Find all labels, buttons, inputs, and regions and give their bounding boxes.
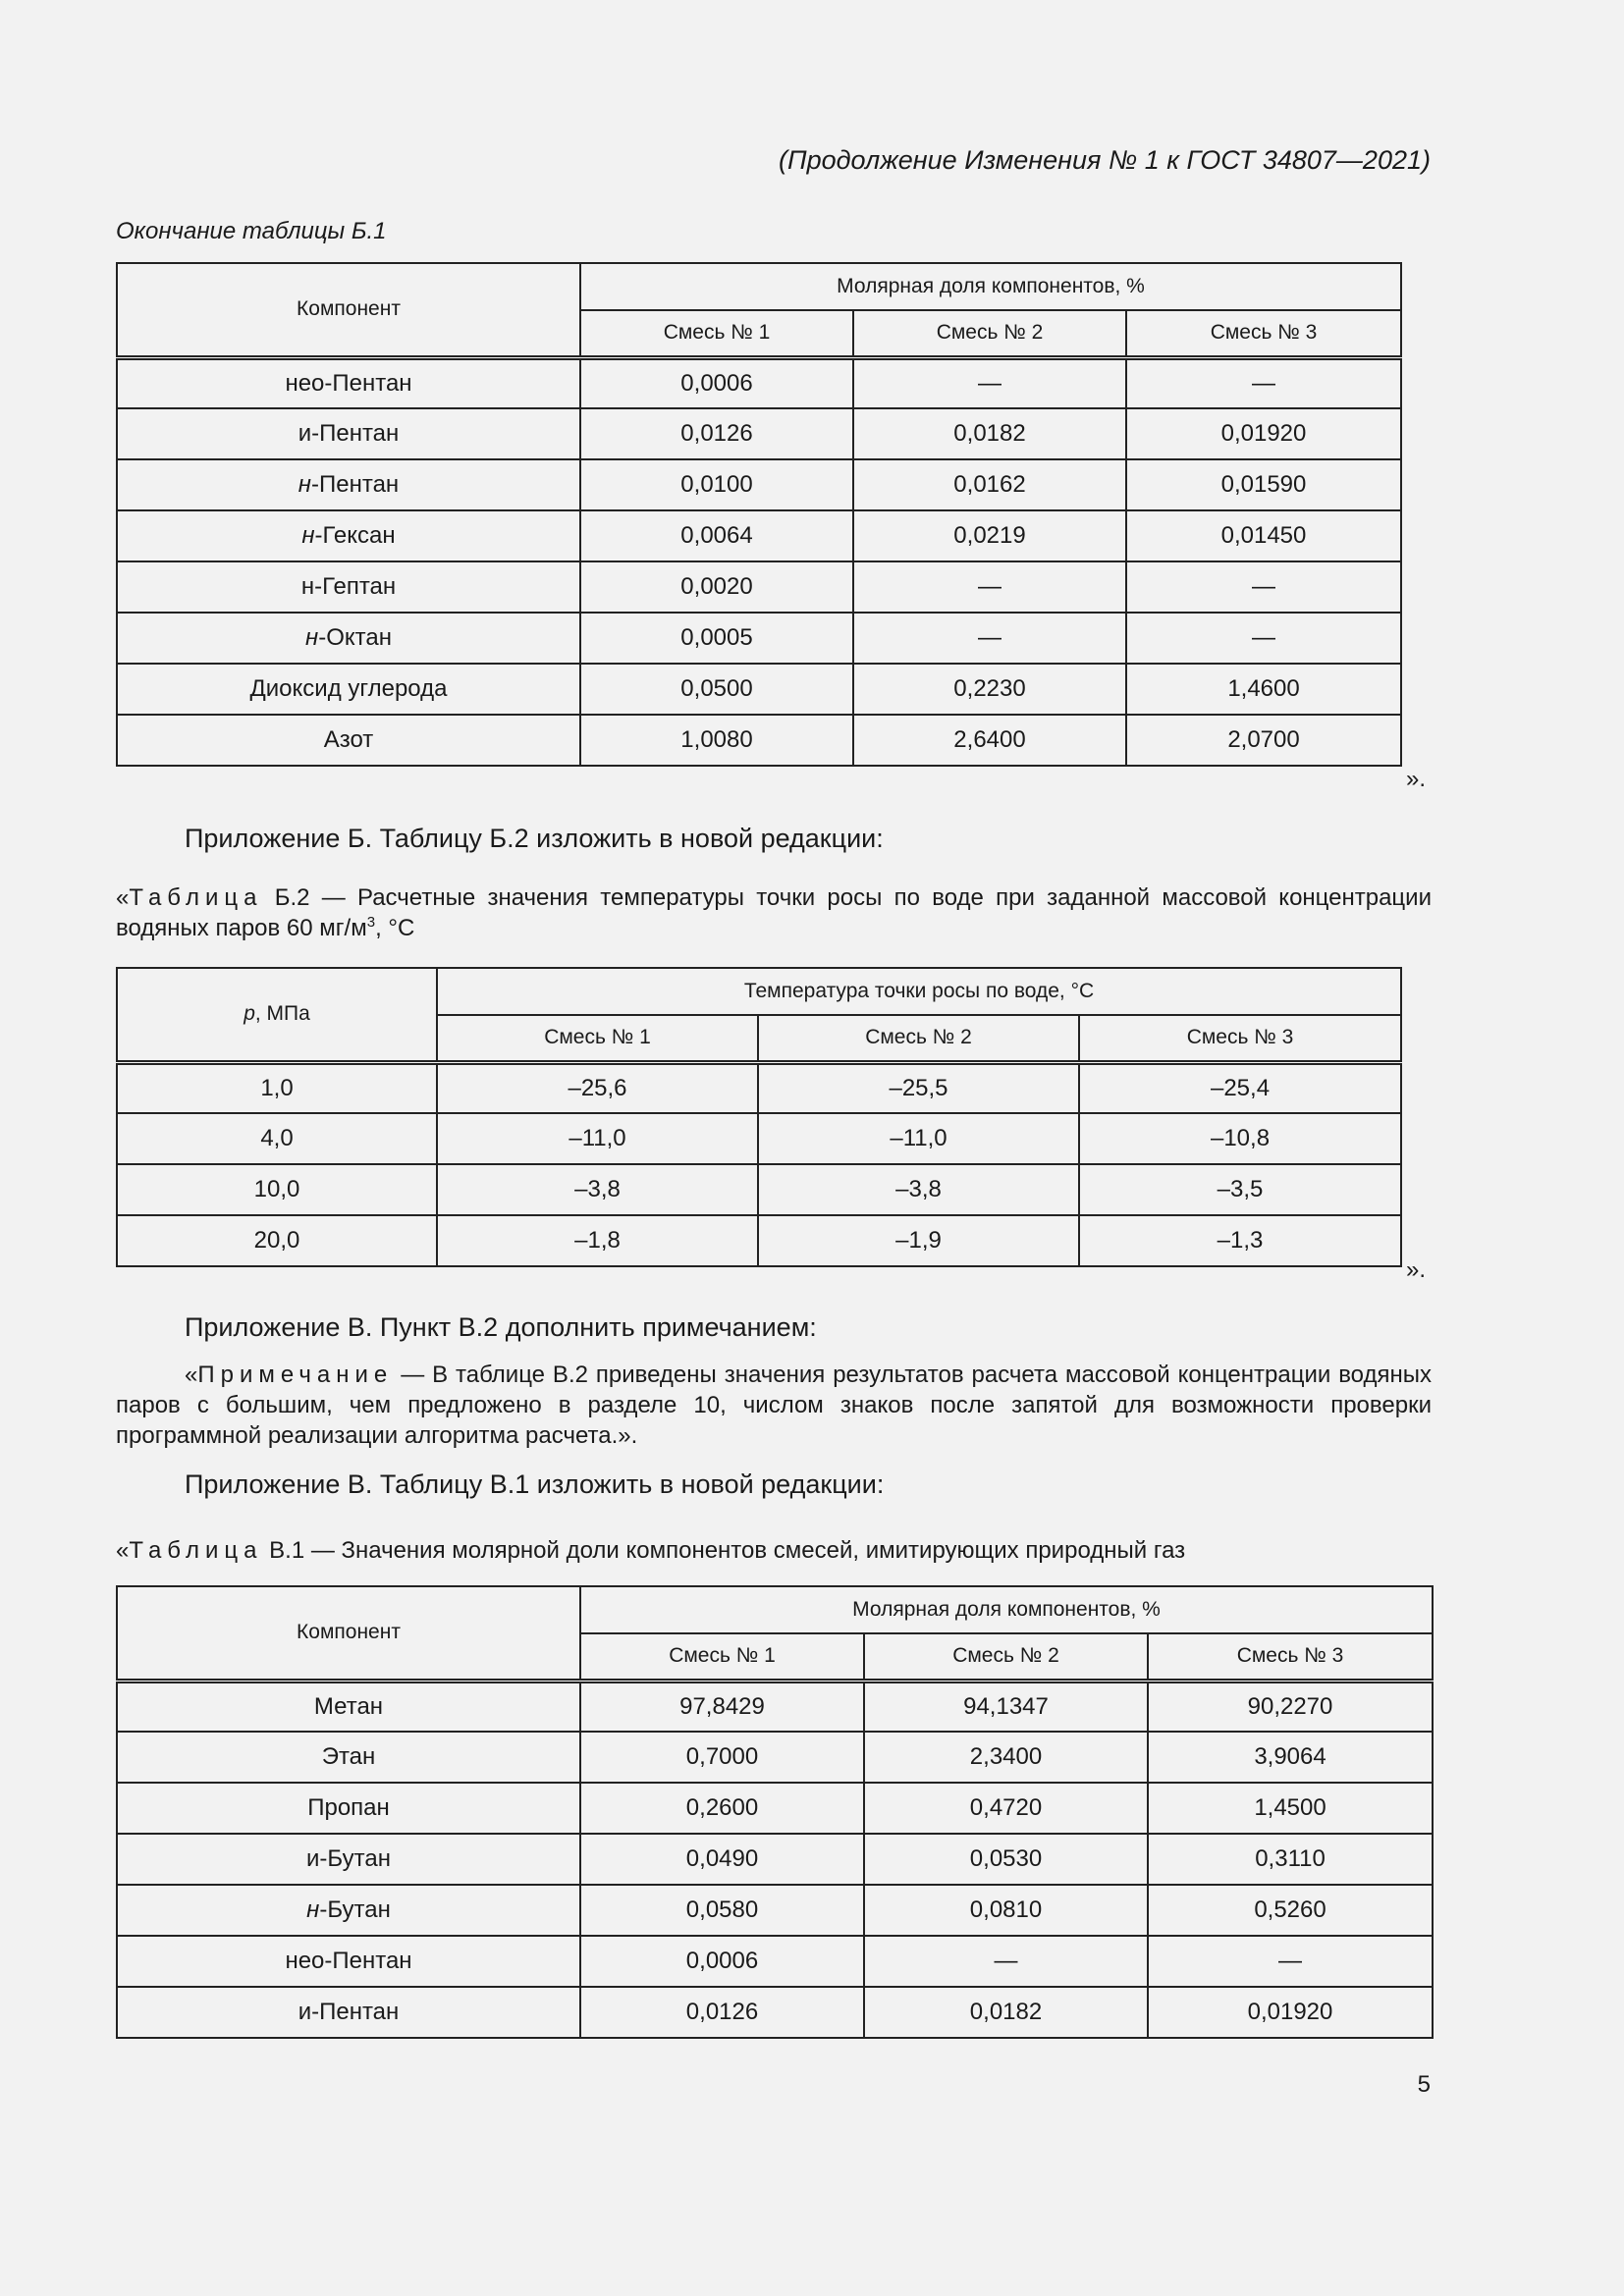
value-cell-mix-1: 97,8429 — [580, 1681, 864, 1732]
header-pressure — [117, 968, 437, 1062]
header-mix-2: Смесь № 2 — [864, 1633, 1148, 1681]
caption-word: Таблица — [129, 884, 263, 911]
note-text: — В таблице В.2 приведены значения результатов расчета массовой концентрации водяных паров с большим, чем предложено в разделе 10, числом знаков после запятой для возможности проверки программной реализации алгоритма расчета.». — [116, 1362, 1432, 1449]
component-prefix: н — [298, 471, 312, 498]
value-cell-mix-2: 0,4720 — [864, 1783, 1148, 1834]
note-quote: « — [185, 1362, 198, 1388]
header-molar-fraction: Молярная доля компонентов, % — [580, 263, 1401, 310]
component-prefix: н — [306, 1896, 320, 1923]
table-row — [117, 510, 1401, 561]
value-cell-mix-2: — — [853, 357, 1126, 408]
table-row — [117, 1681, 1433, 1732]
component-cell — [117, 561, 580, 613]
value-cell-mix-2: 0,0219 — [853, 510, 1126, 561]
value-cell-mix-1: 0,0500 — [580, 664, 853, 715]
component-name: Азот — [323, 726, 374, 753]
component-cell — [117, 715, 580, 766]
value-cell-mix-1: –11,0 — [437, 1113, 758, 1164]
pressure-symbol: p — [244, 1002, 255, 1026]
component-cell — [117, 613, 580, 664]
value-cell-mix-1: –3,8 — [437, 1164, 758, 1215]
pressure-cell: 4,0 — [117, 1113, 437, 1164]
component-prefix: н — [301, 522, 315, 549]
component-name: Этан — [321, 1743, 376, 1770]
component-name: н-Гептан — [300, 573, 397, 600]
value-cell-mix-2: 0,0182 — [864, 1987, 1148, 2038]
caption-text: Б.2 — Расчетные значения температуры точки росы по воде при заданной массовой концентрации водяных паров 60 мг/м — [116, 884, 1432, 941]
table-row — [117, 1834, 1433, 1885]
component-cell — [117, 1834, 580, 1885]
component-name: нео-Пентан — [285, 1948, 412, 1974]
table-b1-end — [116, 262, 1402, 767]
value-cell-mix-3: 0,01920 — [1148, 1987, 1433, 2038]
table-row — [117, 408, 1401, 459]
table-row — [117, 613, 1401, 664]
value-cell-mix-1: 0,0100 — [580, 459, 853, 510]
component-name: Диоксид углерода — [249, 675, 448, 702]
note-paragraph — [116, 1360, 1432, 1451]
value-cell-mix-2: 0,0162 — [853, 459, 1126, 510]
value-cell-mix-1: 0,0490 — [580, 1834, 864, 1885]
value-cell-mix-1: 0,0006 — [580, 357, 853, 408]
caption-quote: « — [116, 1537, 130, 1564]
page-header: (Продолжение Изменения № 1 к ГОСТ 34807—2021) — [779, 145, 1431, 175]
component-name: -Гексан — [314, 522, 396, 549]
note-word: Примечание — [197, 1362, 394, 1388]
table-row — [117, 1783, 1433, 1834]
pressure-cell: 20,0 — [117, 1215, 437, 1266]
header-molar-fraction: Молярная доля компонентов, % — [580, 1586, 1433, 1633]
table-b2-close-quote: ». — [1406, 1256, 1427, 1283]
component-cell — [117, 1732, 580, 1783]
header-mix-2: Смесь № 2 — [853, 310, 1126, 357]
pressure-unit: , МПа — [254, 1002, 310, 1026]
component-cell — [117, 357, 580, 408]
header-mix-3: Смесь № 3 — [1126, 310, 1401, 357]
table-row — [117, 459, 1401, 510]
value-cell-mix-3: 1,4600 — [1126, 664, 1401, 715]
table-b1-caption: Окончание таблицы Б.1 — [116, 218, 387, 244]
value-cell-mix-1: –1,8 — [437, 1215, 758, 1266]
value-cell-mix-3: –10,8 — [1079, 1113, 1401, 1164]
header-component: Компонент — [117, 263, 580, 357]
value-cell-mix-2: –1,9 — [758, 1215, 1079, 1266]
component-cell — [117, 408, 580, 459]
value-cell-mix-1: 0,2600 — [580, 1783, 864, 1834]
component-name: -Бутан — [319, 1896, 391, 1923]
table-row — [117, 664, 1401, 715]
table-row — [117, 1936, 1433, 1987]
pressure-cell: 10,0 — [117, 1164, 437, 1215]
table-row — [117, 357, 1401, 408]
paragraph-appendix-b: Приложение Б. Таблицу Б.2 изложить в новой редакции: — [185, 824, 884, 853]
header-mix-1: Смесь № 1 — [580, 310, 853, 357]
header-mix-3: Смесь № 3 — [1079, 1015, 1401, 1062]
value-cell-mix-2: 0,0182 — [853, 408, 1126, 459]
value-cell-mix-1: 0,0020 — [580, 561, 853, 613]
value-cell-mix-1: 0,7000 — [580, 1732, 864, 1783]
component-name: и-Бутан — [306, 1845, 391, 1872]
caption-superscript: 3 — [366, 914, 376, 931]
value-cell-mix-3: 2,0700 — [1126, 715, 1401, 766]
value-cell-mix-1: –25,6 — [437, 1062, 758, 1113]
value-cell-mix-2: –3,8 — [758, 1164, 1079, 1215]
component-name: -Октан — [318, 624, 392, 651]
caption-unit: , °С — [375, 915, 415, 941]
table-v1 — [116, 1585, 1434, 2039]
value-cell-mix-3: 1,4500 — [1148, 1783, 1433, 1834]
value-cell-mix-2: 2,6400 — [853, 715, 1126, 766]
value-cell-mix-3: 0,01920 — [1126, 408, 1401, 459]
component-cell — [117, 510, 580, 561]
table-row — [117, 1732, 1433, 1783]
caption-text: В.1 — Значения молярной доли компонентов смесей, имитирующих природный газ — [262, 1537, 1186, 1564]
component-cell — [117, 664, 580, 715]
component-name: и-Пентан — [298, 1999, 400, 2025]
header-mix-1: Смесь № 1 — [437, 1015, 758, 1062]
value-cell-mix-3: –1,3 — [1079, 1215, 1401, 1266]
component-prefix: н — [305, 624, 319, 651]
value-cell-mix-1: 0,0006 — [580, 1936, 864, 1987]
header-mix-1: Смесь № 1 — [580, 1633, 864, 1681]
component-cell — [117, 1987, 580, 2038]
pressure-cell: 1,0 — [117, 1062, 437, 1113]
component-cell — [117, 1681, 580, 1732]
value-cell-mix-2: 0,0810 — [864, 1885, 1148, 1936]
value-cell-mix-2: –11,0 — [758, 1113, 1079, 1164]
value-cell-mix-3: 0,01590 — [1126, 459, 1401, 510]
value-cell-mix-2: — — [853, 561, 1126, 613]
value-cell-mix-2: — — [864, 1936, 1148, 1987]
component-cell — [117, 459, 580, 510]
table-b2 — [116, 967, 1402, 1267]
table-row — [117, 715, 1401, 766]
value-cell-mix-1: 0,0580 — [580, 1885, 864, 1936]
value-cell-mix-2: –25,5 — [758, 1062, 1079, 1113]
value-cell-mix-1: 0,0126 — [580, 1987, 864, 2038]
value-cell-mix-2: — — [853, 613, 1126, 664]
value-cell-mix-3: — — [1148, 1936, 1433, 1987]
header-dew-point: Температура точки росы по воде, °С — [437, 968, 1401, 1015]
table-row — [117, 1885, 1433, 1936]
value-cell-mix-1: 1,0080 — [580, 715, 853, 766]
value-cell-mix-1: 0,0064 — [580, 510, 853, 561]
header-mix-3: Смесь № 3 — [1148, 1633, 1433, 1681]
component-name: нео-Пентан — [285, 369, 412, 397]
value-cell-mix-2: 0,2230 — [853, 664, 1126, 715]
value-cell-mix-2: 2,3400 — [864, 1732, 1148, 1783]
value-cell-mix-1: 0,0005 — [580, 613, 853, 664]
table-row — [117, 561, 1401, 613]
component-cell — [117, 1936, 580, 1987]
table-b1-close-quote: ». — [1406, 766, 1427, 792]
table-v1-caption — [116, 1535, 1432, 1566]
value-cell-mix-1: 0,0126 — [580, 408, 853, 459]
page-number: 5 — [1417, 2071, 1431, 2098]
paragraph-appendix-v-table: Приложение В. Таблицу В.1 изложить в новой редакции: — [185, 1469, 885, 1499]
value-cell-mix-2: 94,1347 — [864, 1681, 1148, 1732]
value-cell-mix-3: 90,2270 — [1148, 1681, 1433, 1732]
component-name: Метан — [313, 1692, 384, 1720]
value-cell-mix-3: — — [1126, 613, 1401, 664]
component-name: Пропан — [307, 1794, 390, 1821]
table-b2-caption — [116, 882, 1432, 943]
value-cell-mix-3: 0,3110 — [1148, 1834, 1433, 1885]
table-row — [117, 1987, 1433, 2038]
caption-word: Таблица — [129, 1537, 263, 1564]
value-cell-mix-3: 3,9064 — [1148, 1732, 1433, 1783]
value-cell-mix-3: 0,01450 — [1126, 510, 1401, 561]
header-mix-2: Смесь № 2 — [758, 1015, 1079, 1062]
component-cell — [117, 1885, 580, 1936]
component-name: -Пентан — [311, 471, 400, 498]
caption-quote: « — [116, 884, 130, 911]
header-component: Компонент — [117, 1586, 580, 1681]
table-row — [117, 1113, 1401, 1164]
table-row — [117, 1164, 1401, 1215]
value-cell-mix-2: 0,0530 — [864, 1834, 1148, 1885]
value-cell-mix-3: — — [1126, 561, 1401, 613]
value-cell-mix-3: –3,5 — [1079, 1164, 1401, 1215]
component-cell — [117, 1783, 580, 1834]
value-cell-mix-3: –25,4 — [1079, 1062, 1401, 1113]
table-row — [117, 1215, 1401, 1266]
paragraph-appendix-v-point: Приложение В. Пункт В.2 дополнить примечанием: — [185, 1312, 817, 1342]
table-row — [117, 1062, 1401, 1113]
value-cell-mix-3: 0,5260 — [1148, 1885, 1433, 1936]
component-name: и-Пентан — [298, 420, 400, 447]
value-cell-mix-3: — — [1126, 357, 1401, 408]
